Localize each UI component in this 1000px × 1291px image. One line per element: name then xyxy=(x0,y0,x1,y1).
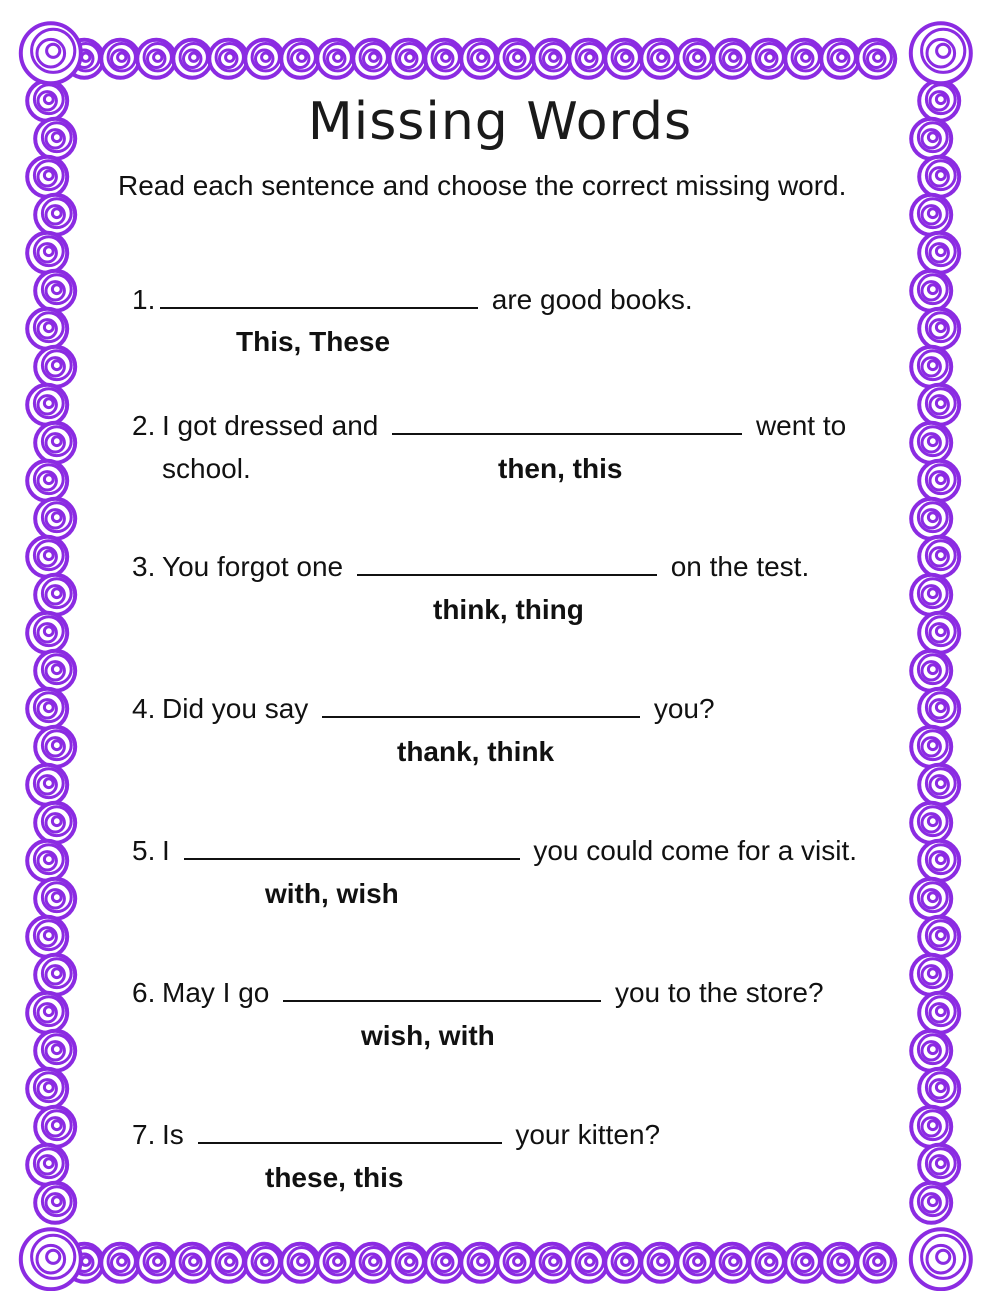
sentence-before: You forgot one xyxy=(162,551,344,582)
question-number: 4. xyxy=(132,693,156,724)
swirl-icon xyxy=(101,40,139,78)
answer-blank[interactable] xyxy=(392,411,742,435)
swirl-icon xyxy=(857,40,895,78)
sentence-before: Is xyxy=(162,1119,184,1150)
swirl-icon xyxy=(389,1244,427,1282)
question-number: 3. xyxy=(132,551,156,582)
swirl-icon xyxy=(27,689,67,729)
swirl-icon xyxy=(641,1244,679,1282)
answer-blank[interactable] xyxy=(198,1120,502,1144)
question-number: 2. xyxy=(132,410,156,441)
choices-4: thank, think xyxy=(397,736,555,767)
swirl-icon xyxy=(911,499,951,539)
swirl-icon xyxy=(919,309,959,349)
swirl-icon xyxy=(317,40,355,78)
swirl-icon xyxy=(353,40,391,78)
swirl-icon xyxy=(533,1244,571,1282)
swirl-icon xyxy=(919,1145,959,1185)
swirl-icon xyxy=(821,40,859,78)
swirl-icon xyxy=(911,195,951,235)
swirl-icon xyxy=(911,347,951,387)
question-4 xyxy=(132,693,892,733)
choices-2: then, this xyxy=(498,453,623,484)
choices-6: wish, with xyxy=(361,1020,495,1051)
swirl-icon xyxy=(911,651,951,691)
choices-1: This, These xyxy=(236,326,391,357)
answer-blank[interactable] xyxy=(184,836,520,860)
swirl-icon xyxy=(27,157,67,197)
sentence-before: Did you say xyxy=(162,693,309,724)
swirl-icon xyxy=(137,1244,175,1282)
swirl-icon xyxy=(919,1069,959,1109)
swirl-icon xyxy=(35,271,75,311)
question-6 xyxy=(132,977,892,1017)
sentence-before: I xyxy=(162,835,170,866)
swirl-icon xyxy=(35,195,75,235)
choices-3: think, thing xyxy=(433,594,584,625)
swirl-icon xyxy=(27,917,67,957)
swirl-icon xyxy=(911,803,951,843)
swirl-icon xyxy=(425,40,463,78)
sentence-after: you? xyxy=(653,693,715,724)
swirl-icon xyxy=(245,40,283,78)
swirl-icon xyxy=(821,1244,859,1282)
sentence-after: on the test. xyxy=(670,551,810,582)
swirl-icon xyxy=(27,1069,67,1109)
answer-blank[interactable] xyxy=(283,978,601,1002)
swirl-icon xyxy=(27,537,67,577)
swirl-icon xyxy=(497,40,535,78)
answer-blank[interactable] xyxy=(357,552,657,576)
swirl-icon xyxy=(919,233,959,273)
question-5 xyxy=(132,835,892,875)
swirl-icon xyxy=(919,917,959,957)
swirl-icon xyxy=(713,40,751,78)
sentence-after: you to the store? xyxy=(614,977,824,1008)
swirl-icon xyxy=(919,689,959,729)
question-number: 5. xyxy=(132,835,156,866)
swirl-icon xyxy=(911,575,951,615)
swirl-icon xyxy=(27,461,67,501)
swirl-icon xyxy=(389,40,427,78)
swirl-icon xyxy=(245,1244,283,1282)
swirl-icon xyxy=(919,993,959,1033)
swirl-icon xyxy=(461,1244,499,1282)
swirl-icon xyxy=(569,40,607,78)
swirl-icon xyxy=(911,1229,971,1289)
swirl-icon xyxy=(641,40,679,78)
swirl-icon xyxy=(919,613,959,653)
swirl-icon xyxy=(353,1244,391,1282)
swirl-icon xyxy=(919,157,959,197)
question-7 xyxy=(132,1119,892,1159)
swirl-icon xyxy=(919,461,959,501)
swirl-icon xyxy=(35,347,75,387)
swirl-icon xyxy=(919,765,959,805)
answer-blank[interactable] xyxy=(160,285,478,309)
swirl-icon xyxy=(713,1244,751,1282)
swirl-icon xyxy=(173,40,211,78)
swirl-icon xyxy=(281,1244,319,1282)
swirl-icon xyxy=(27,841,67,881)
swirl-icon xyxy=(911,23,971,83)
swirl-icon xyxy=(749,40,787,78)
swirl-icon xyxy=(21,1229,81,1289)
swirl-icon xyxy=(605,1244,643,1282)
swirl-icon xyxy=(911,1183,951,1223)
swirl-icon xyxy=(911,423,951,463)
instructions: Read each sentence and choose the correct missing word. xyxy=(118,170,847,201)
swirl-icon xyxy=(911,955,951,995)
swirl-icon xyxy=(919,385,959,425)
sentence-after: went to xyxy=(755,410,847,441)
swirl-icon xyxy=(27,613,67,653)
swirl-icon xyxy=(911,1107,951,1147)
sentence-after: your kitten? xyxy=(515,1119,661,1150)
swirl-icon xyxy=(317,1244,355,1282)
swirl-icon xyxy=(857,1244,895,1282)
swirl-icon xyxy=(137,40,175,78)
swirl-icon xyxy=(919,537,959,577)
sentence-before: I got dressed and xyxy=(162,410,379,441)
swirl-icon xyxy=(35,879,75,919)
question-number: 6. xyxy=(132,977,156,1008)
swirl-icon xyxy=(173,1244,211,1282)
sentence-after: are good books. xyxy=(491,284,693,315)
swirl-icon xyxy=(21,23,81,83)
swirl-icon xyxy=(35,575,75,615)
page-title: Missing Words xyxy=(307,92,693,152)
question-1 xyxy=(132,284,832,324)
swirl-icon xyxy=(569,1244,607,1282)
sentence-continuation: school. xyxy=(162,453,251,484)
swirl-icon xyxy=(27,993,67,1033)
sentence-after: you could come for a visit. xyxy=(533,835,858,866)
answer-blank[interactable] xyxy=(322,694,640,718)
swirl-icon xyxy=(749,1244,787,1282)
swirl-icon xyxy=(605,40,643,78)
swirl-icon xyxy=(785,40,823,78)
swirl-icon xyxy=(533,40,571,78)
swirl-icon xyxy=(27,385,67,425)
swirl-icon xyxy=(27,233,67,273)
question-number: 7. xyxy=(132,1119,156,1150)
swirl-icon xyxy=(461,40,499,78)
swirl-icon xyxy=(35,727,75,767)
swirl-icon xyxy=(281,40,319,78)
swirl-icon xyxy=(785,1244,823,1282)
choices-5: with, wish xyxy=(265,878,399,909)
swirl-icon xyxy=(911,1031,951,1071)
swirl-icon xyxy=(27,309,67,349)
swirl-icon xyxy=(911,271,951,311)
swirl-icon xyxy=(209,1244,247,1282)
swirl-icon xyxy=(35,1031,75,1071)
swirl-icon xyxy=(425,1244,463,1282)
swirl-icon xyxy=(35,955,75,995)
swirl-icon xyxy=(35,1183,75,1223)
swirl-icon xyxy=(209,40,247,78)
swirl-icon xyxy=(35,1107,75,1147)
swirl-icon xyxy=(27,1145,67,1185)
swirl-icon xyxy=(677,1244,715,1282)
question-number: 1. xyxy=(132,284,156,315)
choices-7: these, this xyxy=(265,1162,404,1193)
swirl-icon xyxy=(919,841,959,881)
swirl-icon xyxy=(35,499,75,539)
question-3 xyxy=(132,551,892,591)
swirl-icon xyxy=(101,1244,139,1282)
swirl-icon xyxy=(911,879,951,919)
swirl-icon xyxy=(35,803,75,843)
swirl-icon xyxy=(497,1244,535,1282)
swirl-icon xyxy=(35,651,75,691)
swirl-icon xyxy=(35,423,75,463)
swirl-icon xyxy=(911,727,951,767)
sentence-before: May I go xyxy=(162,977,270,1008)
swirl-icon xyxy=(27,765,67,805)
swirl-icon xyxy=(677,40,715,78)
